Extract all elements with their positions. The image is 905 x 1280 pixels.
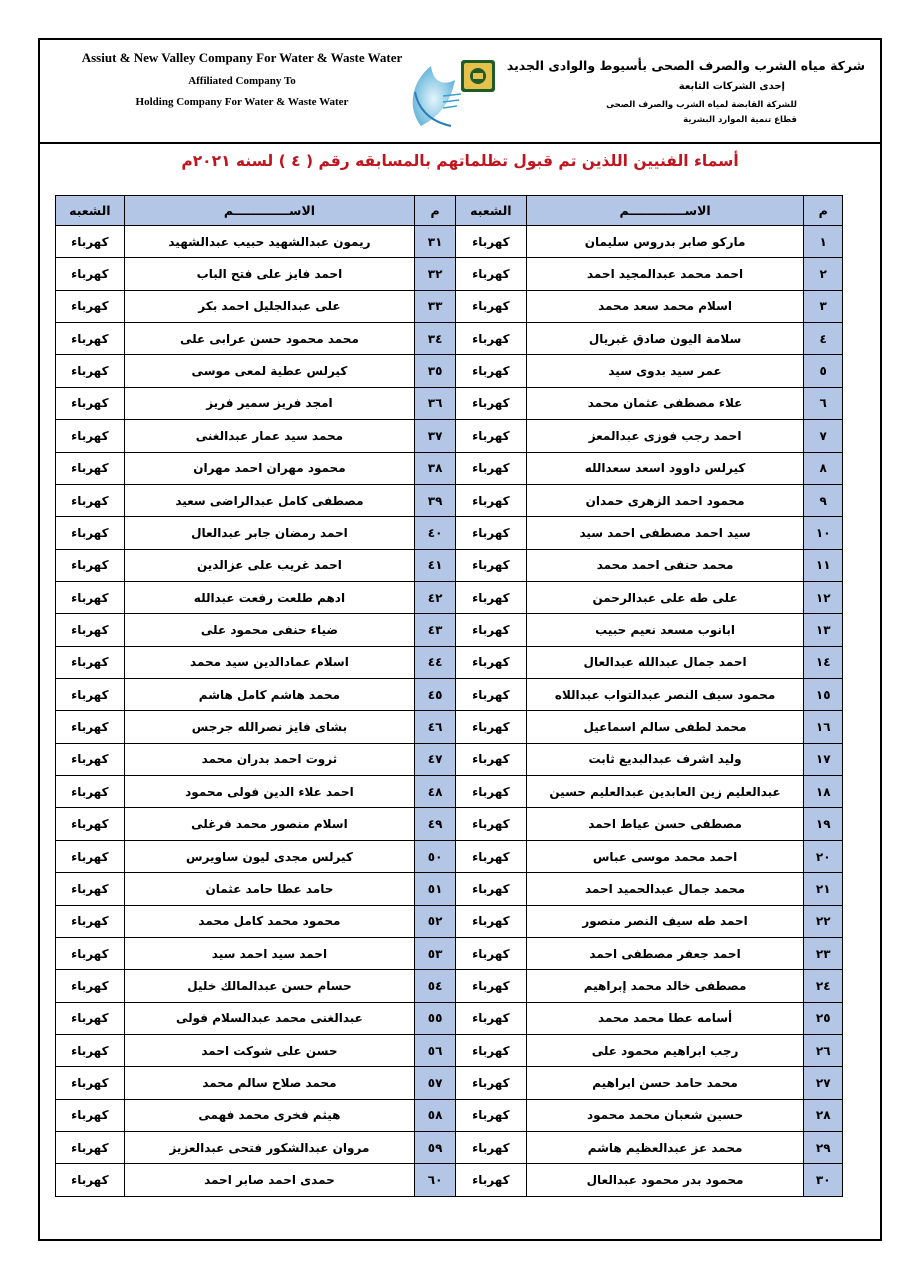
table-row	[56, 1132, 843, 1164]
employee-name: حسن على شوكت احمد	[124, 1034, 415, 1066]
table-row	[56, 290, 843, 322]
employee-name: عمر سيد بدوى سيد	[526, 355, 804, 387]
employee-name: احمد علاء الدين فولى محمود	[124, 776, 415, 808]
branch-cell: كهرباء	[455, 581, 526, 613]
employee-name: احمد رجب فوزى عبدالمعز	[526, 420, 804, 452]
employee-name: محمود محمد كامل محمد	[124, 905, 415, 937]
row-number: ٤٩	[415, 808, 456, 840]
table-row	[56, 484, 843, 516]
branch-cell: كهرباء	[56, 226, 125, 258]
row-number: ٣	[804, 290, 843, 322]
employee-name: كيرلس عطية لمعى موسى	[124, 355, 415, 387]
row-number: ٤	[804, 323, 843, 355]
row-number: ١٠	[804, 517, 843, 549]
employee-name: محمد صلاح سالم محمد	[124, 1067, 415, 1099]
employee-name: ماركو صابر بدروس سليمان	[526, 226, 804, 258]
employee-name: احمد محمد عبدالمجيد احمد	[526, 258, 804, 290]
employee-name: كيرلس داوود اسعد سعدالله	[526, 452, 804, 484]
branch-cell: كهرباء	[455, 1132, 526, 1164]
branch-cell: كهرباء	[56, 614, 125, 646]
branch-cell: كهرباء	[455, 549, 526, 581]
branch-cell: كهرباء	[56, 873, 125, 905]
row-number: ٥٣	[415, 937, 456, 969]
branch-cell: كهرباء	[455, 614, 526, 646]
employee-name: بشاى فايز نصرالله جرجس	[124, 711, 415, 743]
employee-name: وليد اشرف عبدالبديع ثابت	[526, 743, 804, 775]
row-number: ٤٢	[415, 581, 456, 613]
branch-cell: كهرباء	[56, 258, 125, 290]
branch-cell: كهرباء	[56, 776, 125, 808]
row-number: ٢٢	[804, 905, 843, 937]
col-branch: الشعبه	[455, 196, 526, 226]
employee-name: احمد جعفر مصطفى احمد	[526, 937, 804, 969]
row-number: ٥٤	[415, 970, 456, 1002]
row-number: ٣٥	[415, 355, 456, 387]
row-number: ١٨	[804, 776, 843, 808]
employee-name: حمدى احمد صابر احمد	[124, 1164, 415, 1197]
row-number: ٤٠	[415, 517, 456, 549]
row-number: ٤٣	[415, 614, 456, 646]
branch-cell: كهرباء	[455, 484, 526, 516]
company-name-en: Assiut & New Valley Company For Water & Waste Water	[81, 50, 403, 65]
table-row	[56, 840, 843, 872]
branch-cell: كهرباء	[455, 646, 526, 678]
employee-name: احمد رمضان جابر عبدالعال	[124, 517, 415, 549]
row-number: ١٥	[804, 679, 843, 711]
employee-name: احمد محمد موسى عباس	[526, 840, 804, 872]
table-row	[56, 420, 843, 452]
affiliated-label-ar: إحدى الشركات التابعة	[678, 81, 785, 92]
table-row	[56, 1099, 843, 1131]
employee-name: محمد هاشم كامل هاشم	[124, 679, 415, 711]
row-number: ٥٢	[415, 905, 456, 937]
row-number: ٢٤	[804, 970, 843, 1002]
table-row	[56, 258, 843, 290]
table-row	[56, 387, 843, 419]
row-number: ٤٦	[415, 711, 456, 743]
row-number: ٣٨	[415, 452, 456, 484]
branch-cell: كهرباء	[56, 808, 125, 840]
branch-cell: كهرباء	[455, 970, 526, 1002]
row-number: ٨	[804, 452, 843, 484]
employee-name: محمود مهران احمد مهران	[124, 452, 415, 484]
affiliated-label-en: Affiliated Company To	[188, 75, 296, 87]
row-number: ٢٥	[804, 1002, 843, 1034]
row-number: ٩	[804, 484, 843, 516]
row-number: ١٦	[804, 711, 843, 743]
row-number: ٢٣	[804, 937, 843, 969]
branch-cell: كهرباء	[56, 1067, 125, 1099]
branch-cell: كهرباء	[56, 517, 125, 549]
row-number: ٢٦	[804, 1034, 843, 1066]
branch-cell: كهرباء	[455, 905, 526, 937]
row-number: ٣٠	[804, 1164, 843, 1197]
employee-name: محمود احمد الزهرى حمدان	[526, 484, 804, 516]
branch-cell: كهرباء	[56, 646, 125, 678]
row-number: ٥٨	[415, 1099, 456, 1131]
branch-cell: كهرباء	[56, 905, 125, 937]
branch-cell: كهرباء	[455, 840, 526, 872]
row-number: ٤٨	[415, 776, 456, 808]
header-divider	[38, 142, 882, 144]
branch-cell: كهرباء	[455, 226, 526, 258]
table-row	[56, 1002, 843, 1034]
row-number: ٥٩	[415, 1132, 456, 1164]
employee-name: احمد فايز على فتح الباب	[124, 258, 415, 290]
branch-cell: كهرباء	[455, 776, 526, 808]
employee-name: عبدالغنى محمد عبدالسلام فولى	[124, 1002, 415, 1034]
employee-name: كيرلس مجدى ليون ساويرس	[124, 840, 415, 872]
branch-cell: كهرباء	[56, 840, 125, 872]
table-row	[56, 614, 843, 646]
branch-cell: كهرباء	[56, 387, 125, 419]
row-number: ٢١	[804, 873, 843, 905]
table-row	[56, 581, 843, 613]
employee-name: أسامه عطا محمد محمد	[526, 1002, 804, 1034]
branch-cell: كهرباء	[455, 387, 526, 419]
row-number: ١٣	[804, 614, 843, 646]
employee-name: محمد حامد حسن ابراهيم	[526, 1067, 804, 1099]
branch-cell: كهرباء	[56, 355, 125, 387]
branch-cell: كهرباء	[56, 484, 125, 516]
table-row	[56, 549, 843, 581]
branch-cell: كهرباء	[56, 970, 125, 1002]
row-number: ٦	[804, 387, 843, 419]
row-number: ١١	[804, 549, 843, 581]
row-number: ٣٧	[415, 420, 456, 452]
row-number: ٣٩	[415, 484, 456, 516]
table-row	[56, 937, 843, 969]
row-number: ١٩	[804, 808, 843, 840]
employee-name: رجب ابراهيم محمود على	[526, 1034, 804, 1066]
branch-cell: كهرباء	[455, 1002, 526, 1034]
col-num: م	[804, 196, 843, 226]
branch-cell: كهرباء	[455, 711, 526, 743]
branch-cell: كهرباء	[56, 1132, 125, 1164]
branch-cell: كهرباء	[56, 549, 125, 581]
table-row	[56, 646, 843, 678]
row-number: ٥٦	[415, 1034, 456, 1066]
row-number: ٧	[804, 420, 843, 452]
table-row	[56, 517, 843, 549]
col-branch: الشعبه	[56, 196, 125, 226]
employee-name: على عبدالجليل احمد بكر	[124, 290, 415, 322]
row-number: ٤٤	[415, 646, 456, 678]
row-number: ٤٧	[415, 743, 456, 775]
employee-name: محمد سيد عمار عبدالغنى	[124, 420, 415, 452]
branch-cell: كهرباء	[56, 1164, 125, 1197]
table-row	[56, 970, 843, 1002]
branch-cell: كهرباء	[56, 1034, 125, 1066]
table-row	[56, 808, 843, 840]
branch-cell: كهرباء	[56, 323, 125, 355]
company-name-ar: شركة مياه الشرب والصرف الصحى بأسيوط والوادى الجديد	[506, 58, 865, 73]
employee-name: محمد لطفى سالم اسماعيل	[526, 711, 804, 743]
branch-cell: كهرباء	[56, 581, 125, 613]
table-header-row	[56, 196, 843, 226]
table-row	[56, 743, 843, 775]
branch-cell: كهرباء	[56, 1002, 125, 1034]
candidates-table	[55, 195, 843, 1197]
table-row	[56, 226, 843, 258]
branch-cell: كهرباء	[56, 290, 125, 322]
branch-cell: كهرباء	[455, 1034, 526, 1066]
row-number: ٥٠	[415, 840, 456, 872]
row-number: ٣٤	[415, 323, 456, 355]
row-number: ١٢	[804, 581, 843, 613]
row-number: ٢٩	[804, 1132, 843, 1164]
branch-cell: كهرباء	[455, 808, 526, 840]
employee-name: ادهم طلعت رفعت عبدالله	[124, 581, 415, 613]
row-number: ١	[804, 226, 843, 258]
table-row	[56, 905, 843, 937]
branch-cell: كهرباء	[455, 290, 526, 322]
branch-cell: كهرباء	[455, 873, 526, 905]
branch-cell: كهرباء	[455, 355, 526, 387]
row-number: ٥	[804, 355, 843, 387]
row-number: ٥١	[415, 873, 456, 905]
employee-name: محمد محمود حسن عرابى على	[124, 323, 415, 355]
row-number: ٤١	[415, 549, 456, 581]
branch-cell: كهرباء	[455, 937, 526, 969]
employee-name: حسين شعبان محمد محمود	[526, 1099, 804, 1131]
employee-name: محمد جمال عبدالحميد احمد	[526, 873, 804, 905]
branch-cell: كهرباء	[455, 452, 526, 484]
employee-name: مصطفى خالد محمد إبراهيم	[526, 970, 804, 1002]
table-row	[56, 679, 843, 711]
row-number: ٢٠	[804, 840, 843, 872]
branch-cell: كهرباء	[56, 420, 125, 452]
employee-name: هيثم فخرى محمد فهمى	[124, 1099, 415, 1131]
col-name: الاســـــــــــــم	[526, 196, 804, 226]
branch-cell: كهرباء	[455, 420, 526, 452]
employee-name: اسلام عمادالدين سيد محمد	[124, 646, 415, 678]
employee-name: اسلام منصور محمد فرغلى	[124, 808, 415, 840]
row-number: ٥٧	[415, 1067, 456, 1099]
table-row	[56, 873, 843, 905]
col-num: م	[415, 196, 456, 226]
holding-company-ar: للشركة القابضة لمياه الشرب والصرف الصحى	[606, 100, 797, 110]
employee-name: ضياء حنفى محمود على	[124, 614, 415, 646]
branch-cell: كهرباء	[56, 743, 125, 775]
row-number: ٣٢	[415, 258, 456, 290]
employee-name: مروان عبدالشكور فتحى عبدالعزيز	[124, 1132, 415, 1164]
table-row	[56, 1067, 843, 1099]
employee-name: مصطفى كامل عبدالراضى سعيد	[124, 484, 415, 516]
table-row	[56, 1034, 843, 1066]
row-number: ٤٥	[415, 679, 456, 711]
branch-cell: كهرباء	[455, 1067, 526, 1099]
employee-name: احمد طه سيف النصر منصور	[526, 905, 804, 937]
row-number: ٢٧	[804, 1067, 843, 1099]
employee-name: محمد حنفى احمد محمد	[526, 549, 804, 581]
table-row	[56, 355, 843, 387]
employee-name: محمد عز عبدالعظيم هاشم	[526, 1132, 804, 1164]
branch-cell: كهرباء	[455, 1099, 526, 1131]
holding-company-en: Holding Company For Water & Waste Water	[135, 96, 349, 108]
page-title: أسماء الفنيين اللذين تم قبول تظلماتهم بالمسابقه رقم ( ٤ ) لسنه ٢٠٢١م	[181, 152, 739, 170]
row-number: ٢	[804, 258, 843, 290]
employee-name: احمد جمال عبدالله عبدالعال	[526, 646, 804, 678]
branch-cell: كهرباء	[455, 517, 526, 549]
table-row	[56, 711, 843, 743]
branch-cell: كهرباء	[56, 1099, 125, 1131]
branch-cell: كهرباء	[455, 323, 526, 355]
employee-name: عبدالعليم زين العابدين عبدالعليم حسين	[526, 776, 804, 808]
employee-name: حامد عطا حامد عثمان	[124, 873, 415, 905]
table-row	[56, 452, 843, 484]
table-row	[56, 1164, 843, 1197]
branch-cell: كهرباء	[455, 743, 526, 775]
employee-name: احمد سيد احمد سيد	[124, 937, 415, 969]
employee-name: امجد فريز سمير فريز	[124, 387, 415, 419]
employee-name: علاء مصطفى عثمان محمد	[526, 387, 804, 419]
row-number: ٣٣	[415, 290, 456, 322]
branch-cell: كهرباء	[455, 1164, 526, 1197]
header-english	[52, 50, 432, 108]
branch-cell: كهرباء	[56, 452, 125, 484]
employee-name: محمود بدر محمود عبدالعال	[526, 1164, 804, 1197]
row-number: ١٧	[804, 743, 843, 775]
employee-name: حسام حسن عبدالمالك خليل	[124, 970, 415, 1002]
branch-cell: كهرباء	[56, 937, 125, 969]
row-number: ٥٥	[415, 1002, 456, 1034]
employee-name: على طه على عبدالرحمن	[526, 581, 804, 613]
employee-name: اسلام محمد سعد محمد	[526, 290, 804, 322]
company-logo-icon	[403, 52, 515, 130]
employee-name: محمود سيف النصر عبدالتواب عبداللاه	[526, 679, 804, 711]
employee-name: مصطفى حسن عياط احمد	[526, 808, 804, 840]
header-arabic	[506, 58, 865, 125]
row-number: ٦٠	[415, 1164, 456, 1197]
table-row	[56, 323, 843, 355]
row-number: ٢٨	[804, 1099, 843, 1131]
branch-cell: كهرباء	[56, 679, 125, 711]
branch-cell: كهرباء	[455, 258, 526, 290]
employee-name: ثروت احمد بدران محمد	[124, 743, 415, 775]
branch-cell: كهرباء	[455, 679, 526, 711]
col-name: الاســـــــــــــم	[124, 196, 415, 226]
employee-name: سلامة اليون صادق غبريال	[526, 323, 804, 355]
branch-cell: كهرباء	[56, 711, 125, 743]
employee-name: سيد احمد مصطفى احمد سيد	[526, 517, 804, 549]
row-number: ٣١	[415, 226, 456, 258]
employee-name: ابانوب مسعد نعيم حبيب	[526, 614, 804, 646]
table-row	[56, 776, 843, 808]
row-number: ٣٦	[415, 387, 456, 419]
employee-name: احمد غريب على عزالدين	[124, 549, 415, 581]
row-number: ١٤	[804, 646, 843, 678]
hr-sector-ar: قطاع تنمية الموارد البشرية	[683, 115, 797, 125]
employee-name: ريمون عبدالشهيد حبيب عبدالشهيد	[124, 226, 415, 258]
